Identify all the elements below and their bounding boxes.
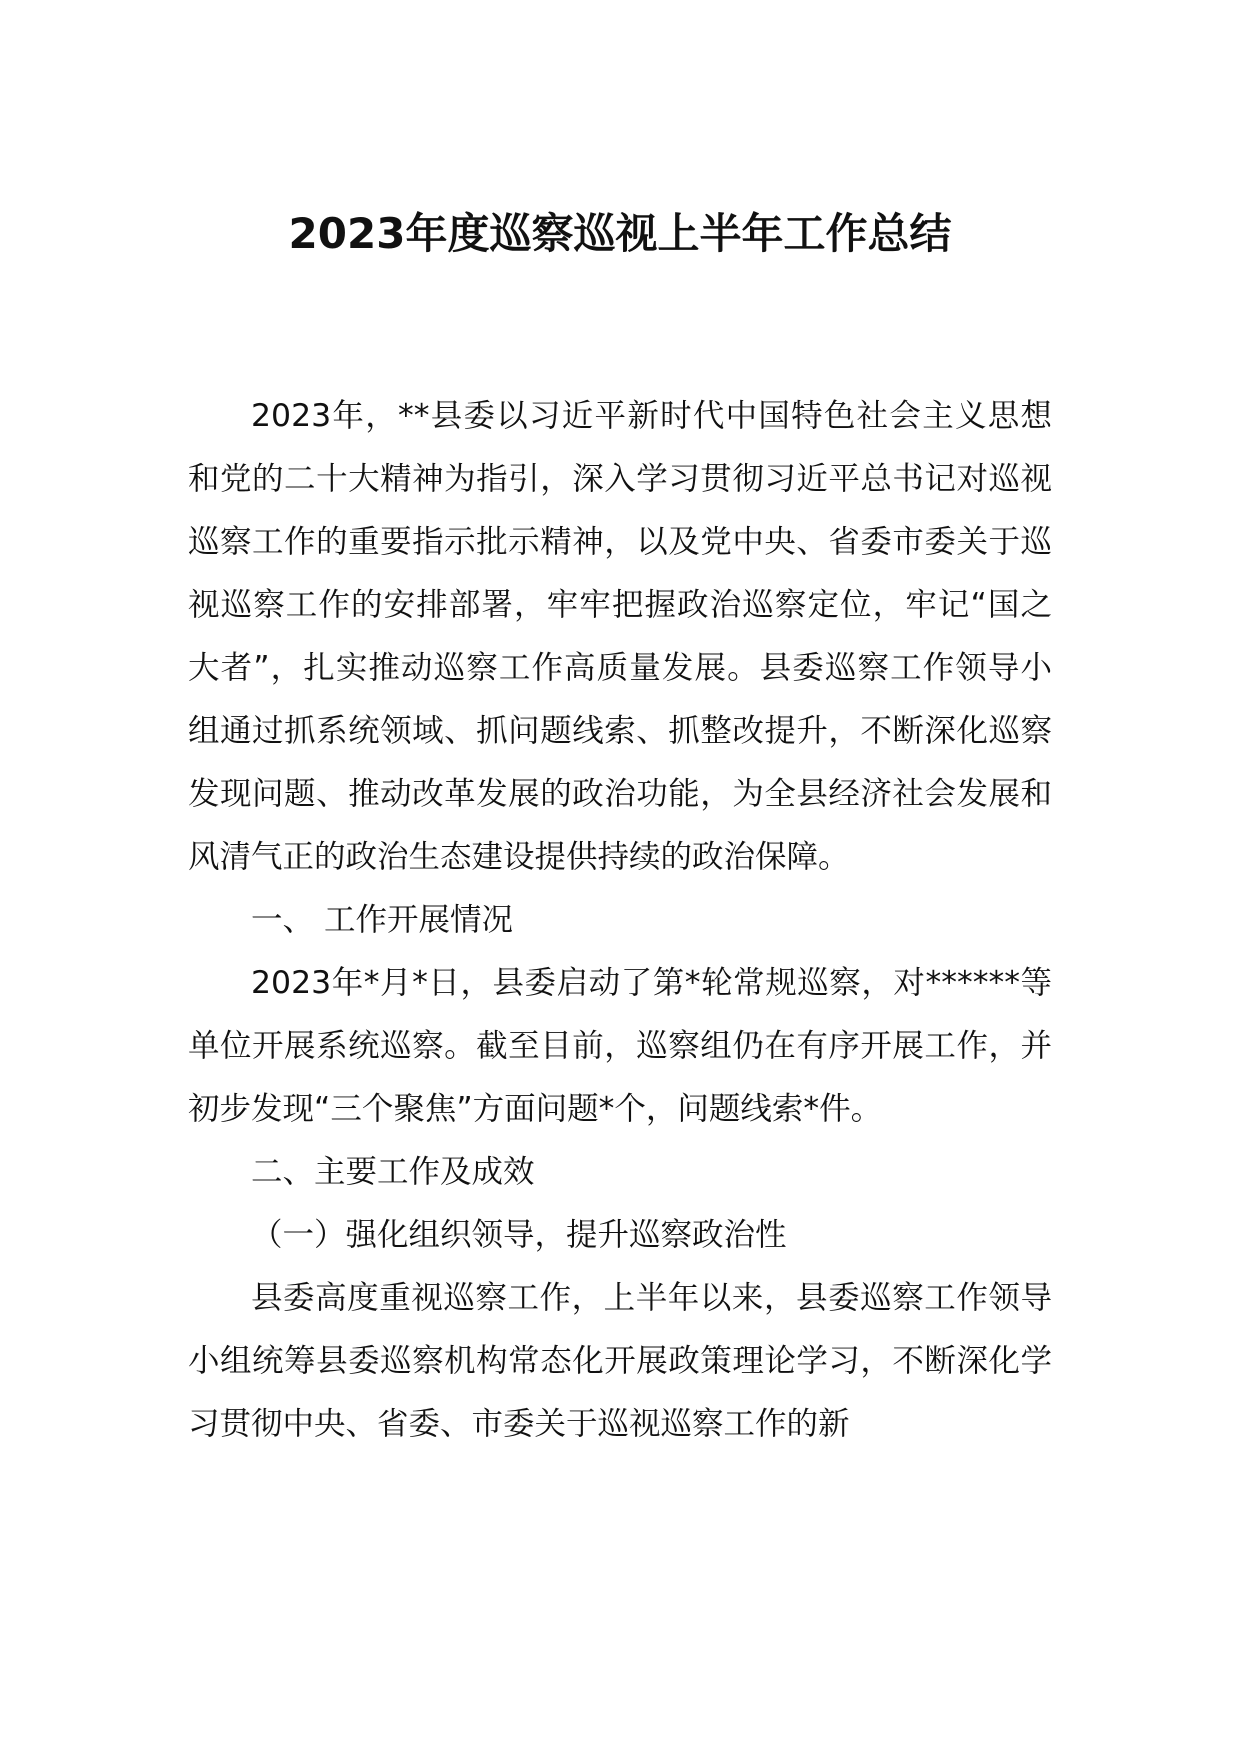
section-heading-2: 二、主要工作及成效 [251,1154,535,1190]
intro-paragraph: 2023年，**县委以习近平新时代中国特色社会主义思想和党的二十大精神为指引，深入学习贯彻习近平总书记对巡视巡察工作的重要指示批示精神，以及党中央、省委市委关于巡视巡察工作的安排部署，牢牢把握政治巡察定位，牢记“国之大者”，扎实推动巡察工作高质量发展。县委巡察工作领导小组通过抓系统领域、抓问题线索、抓整改提升，不断深化巡察发现问题、推动改革发展的政治功能，为全县经济社会发展和风清气正的政治生态建设提供持续的政治保障。 [188,398,1052,875]
document-title: 2023年度巡察巡视上半年工作总结 [288,209,952,258]
section-heading-1: 一、 工作开展情况 [251,902,514,938]
document-body [188,385,1052,1456]
subsection-1-paragraph: 县委高度重视巡察工作，上半年以来，县委巡察工作领导小组统筹县委巡察机构常态化开展政策理论学习，不断深化学习贯彻中央、省委、市委关于巡视巡察工作的新 [188,1280,1052,1442]
subsection-heading-1: （一）强化组织领导，提升巡察政治性 [251,1217,787,1253]
section-1-paragraph: 2023年*月*日，县委启动了第*轮常规巡察，对******等单位开展系统巡察。截至目前，巡察组仍在有序开展工作，并初步发现“三个聚焦”方面问题*个，问题线索*件。 [188,965,1052,1127]
